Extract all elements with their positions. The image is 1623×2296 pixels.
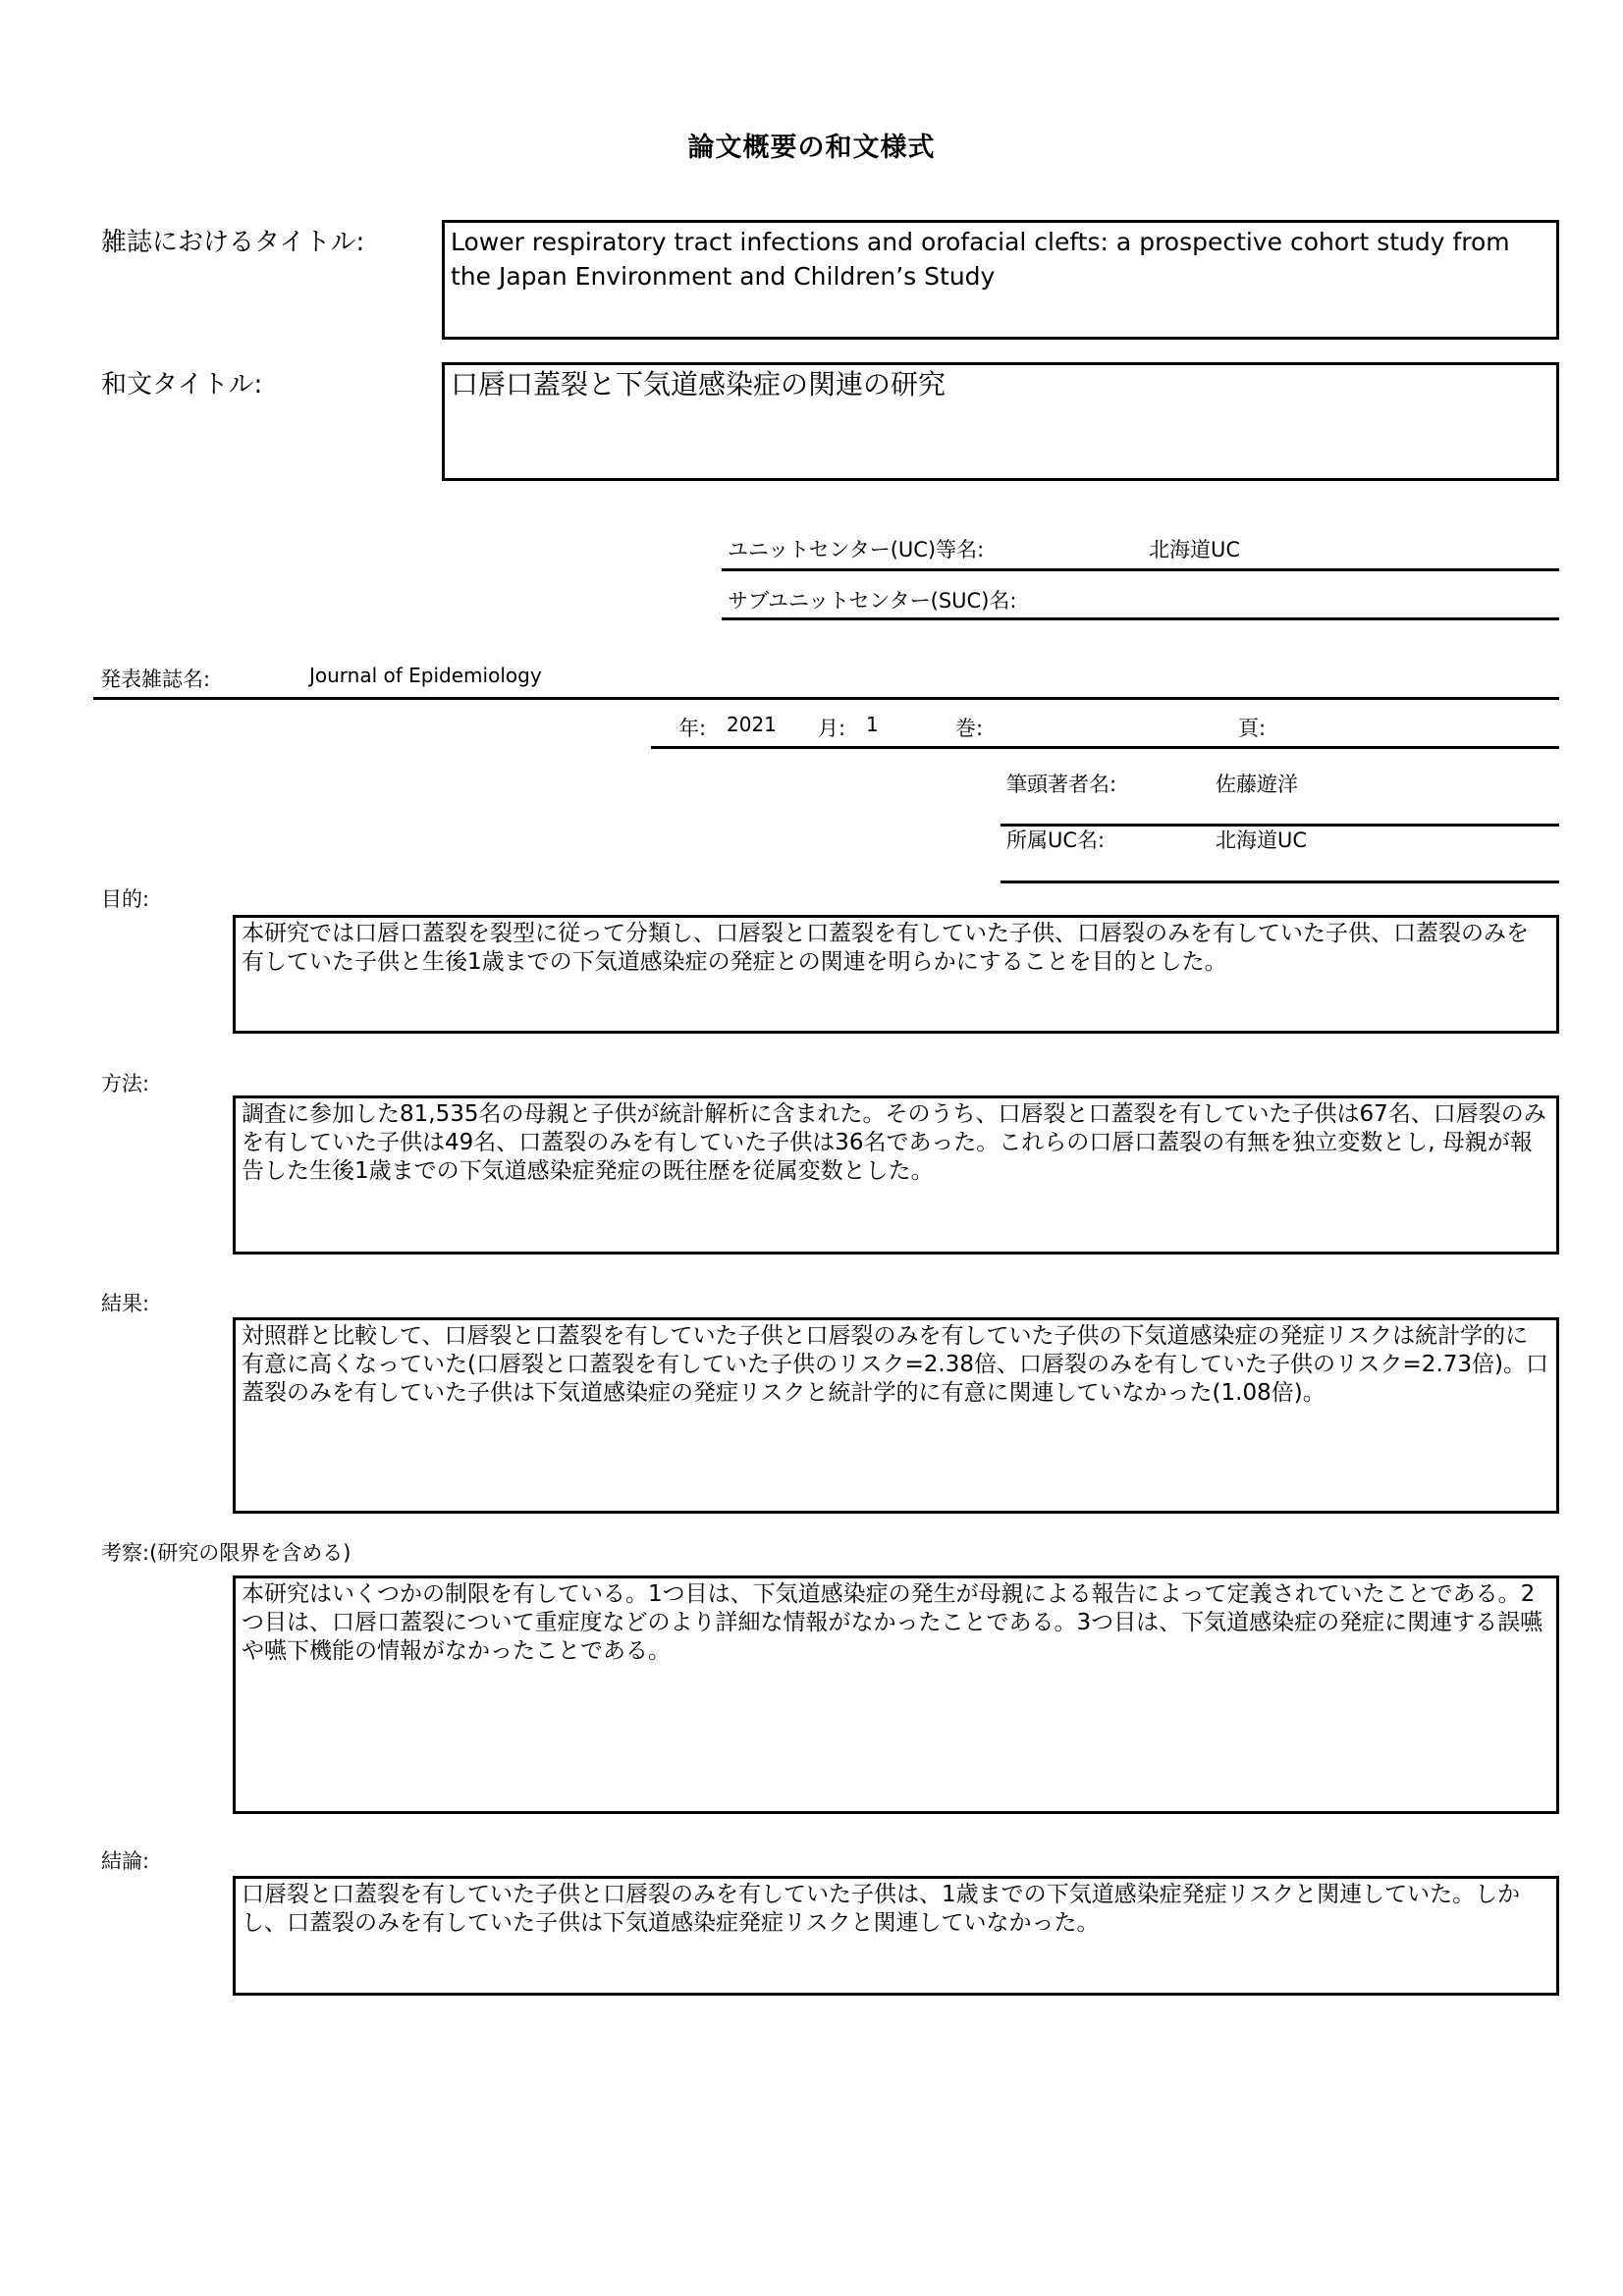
uc-label: ユニットセンター(UC)等名: xyxy=(728,538,985,561)
affiliation-underline xyxy=(1001,881,1559,883)
japanese-title-field[interactable] xyxy=(442,362,1559,481)
month-label: 月: xyxy=(818,717,846,740)
discussion-text: 本研究はいくつかの制限を有している。1つ目は、下気道感染症の発生が母親による報告によって定義されていたことである。2つ目は、口唇口蓋裂について重症度などのより詳細な情報がなかったことである。3つ目は、下気道感染症の発症に関連する誤嚥や嚥下機能の情報がなかったことである。 xyxy=(242,1581,1543,1664)
conclusion-text: 口唇裂と口蓋裂を有していた子供と口唇裂のみを有していた子供は、1歳までの下気道感染症発症リスクと関連していた。しかし、口蓋裂のみを有していた子供は下気道感染症発症リスクと関連していなかった。 xyxy=(242,1882,1521,1936)
year-value[interactable]: 2021 xyxy=(727,713,777,736)
conclusion-field[interactable] xyxy=(233,1876,1559,1996)
affiliation-value[interactable]: 北海道UC xyxy=(1216,828,1308,852)
page-label: 頁: xyxy=(1238,717,1267,740)
journal-name-value[interactable]: Journal of Epidemiology xyxy=(309,664,542,687)
purpose-field[interactable] xyxy=(233,915,1559,1034)
affiliation-label: 所属UC名: xyxy=(1006,828,1106,852)
uc-underline xyxy=(722,568,1559,571)
japanese-title-value: 口唇口蓋裂と下気道感染症の関連の研究 xyxy=(451,368,947,400)
year-label: 年: xyxy=(678,717,707,740)
journal-title-label: 雑誌におけるタイトル: xyxy=(101,228,365,257)
month-value[interactable]: 1 xyxy=(866,713,879,736)
results-field[interactable] xyxy=(233,1317,1559,1514)
journal-underline xyxy=(93,697,1559,700)
first-author-value[interactable]: 佐藤遊洋 xyxy=(1216,773,1298,796)
document-title: 論文概要の和文様式 xyxy=(687,133,936,163)
conclusion-label: 結論: xyxy=(101,1849,150,1873)
methods-text: 調査に参加した81,535名の母親と子供が統計解析に含まれた。そのうち、口唇裂と口蓋裂を有していた子供は67名、口唇裂のみを有していた子供は49名、口蓋裂のみを有していた子供は36名であった。これらの口唇口蓋裂の有無を独立変数とし, 母親が報告した生後1歳までの下気道感染症発症の既往歴を従属変数とした。 xyxy=(242,1101,1546,1184)
journal-name-label: 発表雑誌名: xyxy=(100,667,211,691)
discussion-field[interactable] xyxy=(233,1575,1559,1814)
volume-underline xyxy=(651,746,1559,749)
japanese-title-label: 和文タイトル: xyxy=(101,370,263,400)
suc-underline xyxy=(722,617,1559,620)
methods-field[interactable] xyxy=(233,1095,1559,1255)
purpose-text: 本研究では口唇口蓋裂を裂型に従って分類し、口唇裂と口蓋裂を有していた子供、口唇裂のみを有していた子供、口蓋裂のみを有していた子供と生後1歳までの下気道感染症の発症との関連を明らかにすることを目的とした。 xyxy=(242,921,1529,975)
volume-label: 巻: xyxy=(955,717,984,740)
methods-label: 方法: xyxy=(101,1072,150,1095)
journal-title-value: Lower respiratory tract infections and orofacial clefts: a prospective cohort study from the Japan Environment and Children’s Study xyxy=(451,228,1510,291)
purpose-label: 目的: xyxy=(101,887,150,911)
uc-value[interactable]: 北海道UC xyxy=(1149,538,1241,561)
discussion-label: 考察:(研究の限界を含める) xyxy=(101,1541,352,1565)
results-label: 結果: xyxy=(101,1292,150,1315)
suc-label: サブユニットセンター(SUC)名: xyxy=(728,589,1017,613)
journal-title-field[interactable] xyxy=(442,220,1559,340)
results-text: 対照群と比較して、口唇裂と口蓋裂を有していた子供と口唇裂のみを有していた子供の下気道感染症の発症リスクは統計学的に有意に高くなっていた(口唇裂と口蓋裂を有していた子供のリスク=2.38倍、口唇裂のみを有していた子供のリスク=2.73倍)。口蓋裂のみを有していた子供は下気道感染症の発症リスクと統計学的に有意に関連していなかった(1.08倍)。 xyxy=(242,1323,1548,1406)
first-author-label: 筆頭著者名: xyxy=(1006,773,1117,796)
